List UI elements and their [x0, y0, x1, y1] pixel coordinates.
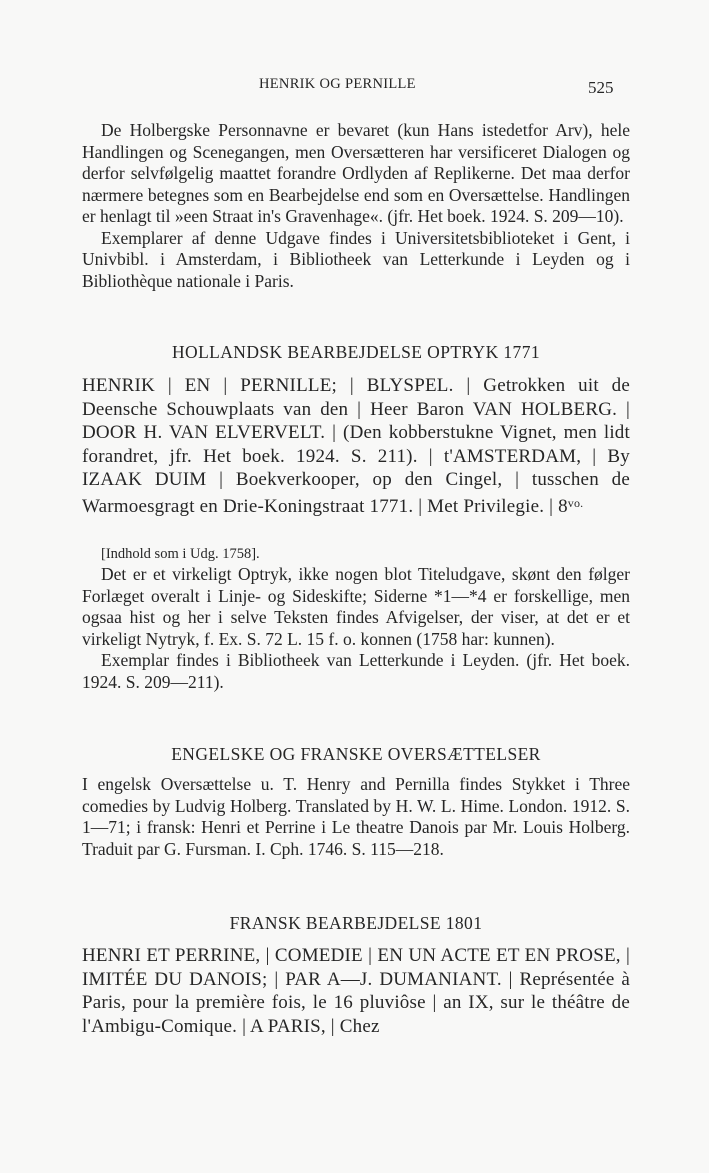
section2-paragraph-1: I engelsk Oversættelse u. T. Henry and Pernilla findes Stykket i Three comedies by Ludvig Holberg. Translated by H. W. L. Hime. London. 1912. S. 1—71; i fransk: Henri et Perrine i Le theatre Danois par Mr. Louis Holberg. Traduit par G. Fursman. I. Cph. 1746. S. 115—218.: [82, 774, 630, 859]
title-entry-1801: [82, 944, 630, 1038]
page-number: 525: [588, 78, 614, 97]
title-entry-1771: [82, 374, 630, 518]
intro-paragraph-1: De Holbergske Personnavne er bevaret (kun Hans istedetfor Arv), hele Handlingen og Scenegangen, men Oversætteren har versificeret Dialogen og derfor selvfølgelig maattet forandre Ordlyden af Replikerne. Det maa derfor nærmere betegnes som en Bearbejdelse end som en Oversættelse. Handlingen er henlagt til »een Straat in's Gravenhage«. (jfr. Het boek. 1924. S. 209—10).: [82, 120, 630, 226]
contents-note: [Indhold som i Udg. 1758].: [101, 546, 260, 562]
title-entry-text: [82, 374, 630, 518]
section2-text: [82, 774, 630, 860]
section1-text: [82, 544, 630, 693]
format-sup: vo.: [567, 495, 584, 510]
intro-paragraph-2: Exemplarer af denne Udgave findes i Universitetsbiblioteket i Gent, i Univbibl. i Amsterdam, i Bibliotheek van Letterkunde i Leyden og i Bibliothèque nationale i Paris.: [82, 227, 630, 291]
title-entry-body: HENRIK | EN | PERNILLE; | BLYSPEL. | Getrokken uit de Deensche Schouwplaats van den | Heer Baron VAN HOLBERG. | DOOR H. VAN ELVERVELT. | (Den kobberstukne Vignet, men lidt forandret, jfr. Het boek. 1924. S. 211). | t'AMSTERDAM, | By IZAAK DUIM | Boekverkooper, op den Cingel, | tusschen de Warmoesgragt en Drie-Koningstraat 1771. | Met Privilegie. |: [82, 375, 630, 517]
section1-paragraph-1: Det er et virkeligt Optryk, ikke nogen blot Titeludgave, skønt den følger Forlæget overalt i Linje- og Sideskifte; Siderne *1—*4 er forskellige, men ogsaa hist og her i selve Teksten findes Afvigelser, der viser, at det er et virkeligt Nytryk, f. Ex. S. 72 L. 15 f. o. konnen (1758 har: kunnen).: [82, 564, 630, 649]
section-heading-translations: ENGELSKE OG FRANSKE OVERSÆTTELSER: [171, 744, 541, 764]
intro-text: [82, 120, 630, 292]
section1-paragraph-2: Exemplar findes i Bibliotheek van Letterkunde i Leyden. (jfr. Het boek. 1924. S. 209—211).: [82, 650, 630, 692]
running-head: HENRIK OG PERNILLE: [259, 76, 416, 92]
section-heading-fransk: FRANSK BEARBEJDELSE 1801: [229, 913, 483, 933]
format-main: 8: [558, 495, 568, 517]
title-entry-1801-text: HENRI ET PERRINE, | COMEDIE | EN UN ACTE ET EN PROSE, | IMITÉE DU DANOIS; | PAR A—J. DUMANIANT. | Représentée à Paris, pour la première fois, le 16 pluviôse | an IX, sur le théâtre de l'Ambigu-Comique. | A PARIS, | Chez: [82, 945, 630, 1037]
section-heading-hollandsk: HOLLANDSK BEARBEJDELSE OPTRYK 1771: [172, 342, 540, 362]
